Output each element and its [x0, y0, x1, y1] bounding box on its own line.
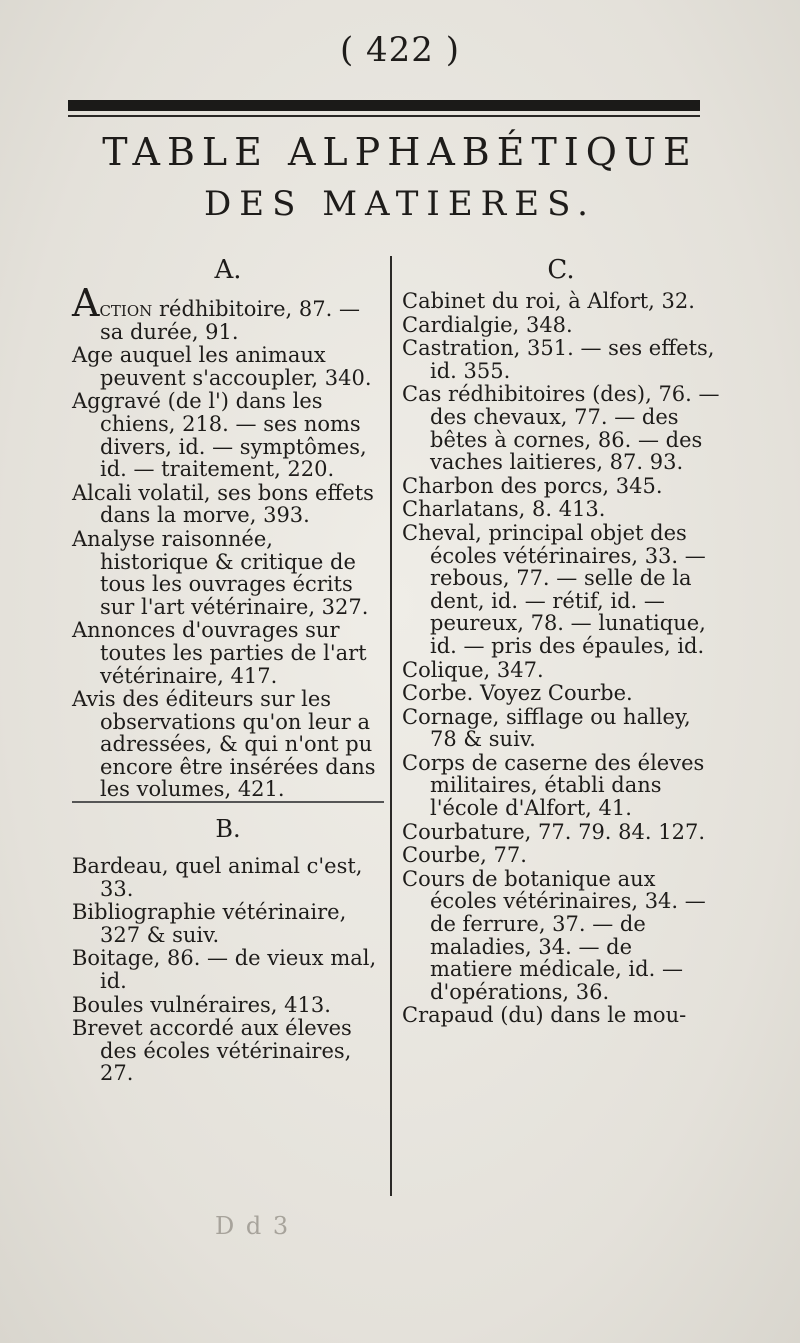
index-entry: Colique, 347.: [402, 657, 544, 682]
index-entry: Crapaud (du) dans le mou-: [402, 1003, 687, 1028]
index-entry: Cheval, principal objet des écoles vétérinaires, 33. — rebous, 77. — selle de la dent, id. — rétif, id. — peureux, 78. — lunatique, id. — pris des épaules, id.: [402, 520, 706, 658]
entry-rest: rédhibitoire, 87. — sa durée, 91.: [100, 297, 360, 344]
index-entry: Courbature, 77. 79. 84. 127.: [402, 819, 705, 844]
signature-mark: D d 3: [215, 1212, 291, 1240]
index-entry: Charlatans, 8. 413.: [402, 497, 606, 522]
index-entry: Cas rédhibitoires (des), 76. — des chevaux, 77. — des bêtes à cornes, 86. — des vaches laitieres, 87. 93.: [402, 382, 720, 475]
index-entry: Annonces d'ouvrages sur toutes les parties de l'art vétérinaire, 417.: [72, 618, 367, 688]
index-entry: [72, 281, 384, 344]
index-entry: Bardeau, quel animal c'est, 33.: [72, 854, 363, 901]
index-entry: Cardialgie, 348.: [402, 312, 573, 337]
section-heading-b: B.: [72, 801, 384, 855]
index-entry: Avis des éditeurs sur les observations qu'on leur a adressées, & qui n'ont pu encore être insérées dans les volumes, 421.: [72, 687, 376, 802]
title-line-1: TABLE ALPHABÉTIQUE: [102, 130, 698, 174]
section-heading-a: A.: [214, 255, 242, 285]
index-entry: Cabinet du roi, à Alfort, 32.: [402, 289, 695, 313]
section-heading-c: C.: [547, 255, 575, 285]
index-entry: Castration, 351. — ses effets, id. 355.: [402, 336, 715, 383]
index-entry: Cornage, sifflage ou halley, 78 & suiv.: [402, 704, 691, 752]
index-entry: Aggravé (de l') dans les chiens, 218. — ses noms divers, id. — symptômes, id. — traitement, 220.: [72, 389, 367, 482]
left-column: [72, 250, 384, 1085]
index-entry: Brevet accordé aux éleves des écoles vétérinaires, 27.: [72, 1016, 352, 1086]
index-entry: Corps de caserne des éleves militaires, établi dans l'école d'Alfort, 41.: [402, 750, 705, 821]
index-entry: Charbon des porcs, 345.: [402, 473, 663, 498]
index-entry: Cours de botanique aux écoles vétérinaires, 34. — de ferrure, 37. — de maladies, 34. — de matiere médicale, id. — d'opérations, 36.: [402, 866, 706, 1004]
entry-smallcaps: ction: [99, 297, 153, 321]
title-line-2: DES MATIERES.: [204, 184, 596, 224]
index-entry: Analyse raisonnée, historique & critique de tous les ouvrages écrits sur l'art vétérinaire, 327.: [72, 526, 369, 619]
index-entry: Alcali volatil, ses bons effets dans la morve, 393.: [72, 480, 374, 528]
index-entry: Boitage, 86. — de vieux mal, id.: [72, 946, 377, 994]
index-entry: Corbe. Voyez Courbe.: [402, 681, 633, 706]
index-entry: Bibliographie vétérinaire, 327 & suiv.: [72, 900, 347, 947]
index-entry: Age auquel les animaux peuvent s'accoupler, 340.: [72, 343, 372, 390]
header-rule-thick: [68, 100, 700, 111]
index-entry: Courbe, 77.: [402, 843, 527, 868]
column-divider: [390, 256, 392, 1196]
drop-initial: A: [72, 281, 100, 325]
header-rule-thin: [68, 115, 700, 117]
index-entry: Boules vulnéraires, 413.: [72, 992, 331, 1017]
page-number: ( 422 ): [339, 30, 461, 70]
right-column: [402, 250, 720, 1027]
